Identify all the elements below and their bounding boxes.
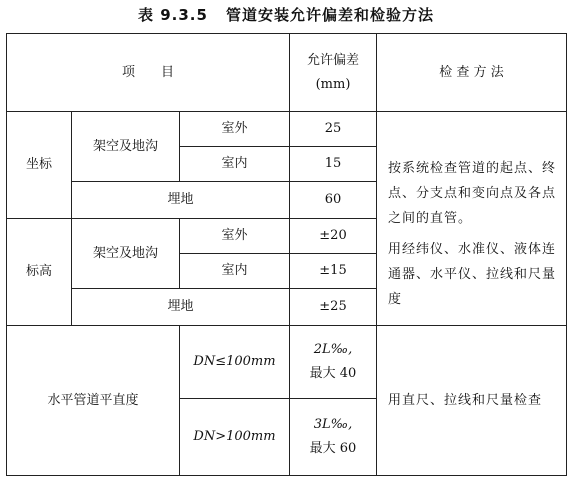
- method-text-1: 按系统检查管道的起点、终点、分支点和变向点及各点之间的直管。: [388, 161, 557, 226]
- table-row: [7, 112, 567, 147]
- table-title: [0, 4, 572, 25]
- flatness-condition-1: DN≤100mm: [180, 326, 290, 399]
- coord-indoor-value: 15: [290, 147, 377, 182]
- header-tolerance: 允许偏差 (mm): [290, 34, 377, 112]
- coord-buried: 埋地: [72, 182, 290, 219]
- method-text-2: 用经纬仪、水准仪、液体连通器、水平仪、拉线和尺量度: [388, 242, 557, 307]
- elev-buried: 埋地: [72, 289, 290, 326]
- coord-indoor: 室内: [180, 147, 290, 182]
- coord-buried-value: 60: [290, 182, 377, 219]
- elev-buried-value: ±25: [290, 289, 377, 326]
- method-flatness: [377, 326, 567, 476]
- elev-outdoor-value: ±20: [290, 219, 377, 254]
- coord-overhead: 架空及地沟: [72, 112, 180, 182]
- flatness-value-2: 3L‰, 最大 60: [290, 399, 377, 476]
- elev-outdoor: 室外: [180, 219, 290, 254]
- elev-indoor-value: ±15: [290, 254, 377, 289]
- flatness-value-1: 2L‰, 最大 40: [290, 326, 377, 399]
- table-number: 表 9.3.5: [138, 6, 208, 24]
- coord-outdoor: 室外: [180, 112, 290, 147]
- flatness-condition-2: DN>100mm: [180, 399, 290, 476]
- tolerance-table: [6, 33, 567, 476]
- table-row: [7, 326, 567, 399]
- header-method: 检 查 方 法: [377, 34, 567, 112]
- elev-label: 标高: [7, 219, 72, 326]
- coord-label: 坐标: [7, 112, 72, 219]
- table-caption: 管道安装允许偏差和检验方法: [225, 6, 434, 24]
- flatness-label: 水平管道平直度: [7, 326, 180, 476]
- method-position-elevation: [377, 112, 567, 326]
- header-item: 项 目: [7, 34, 290, 112]
- coord-outdoor-value: 25: [290, 112, 377, 147]
- table-header-row: [7, 34, 567, 112]
- elev-indoor: 室内: [180, 254, 290, 289]
- elev-overhead: 架空及地沟: [72, 219, 180, 289]
- method-text-3: 用直尺、拉线和尺量检查: [388, 393, 543, 408]
